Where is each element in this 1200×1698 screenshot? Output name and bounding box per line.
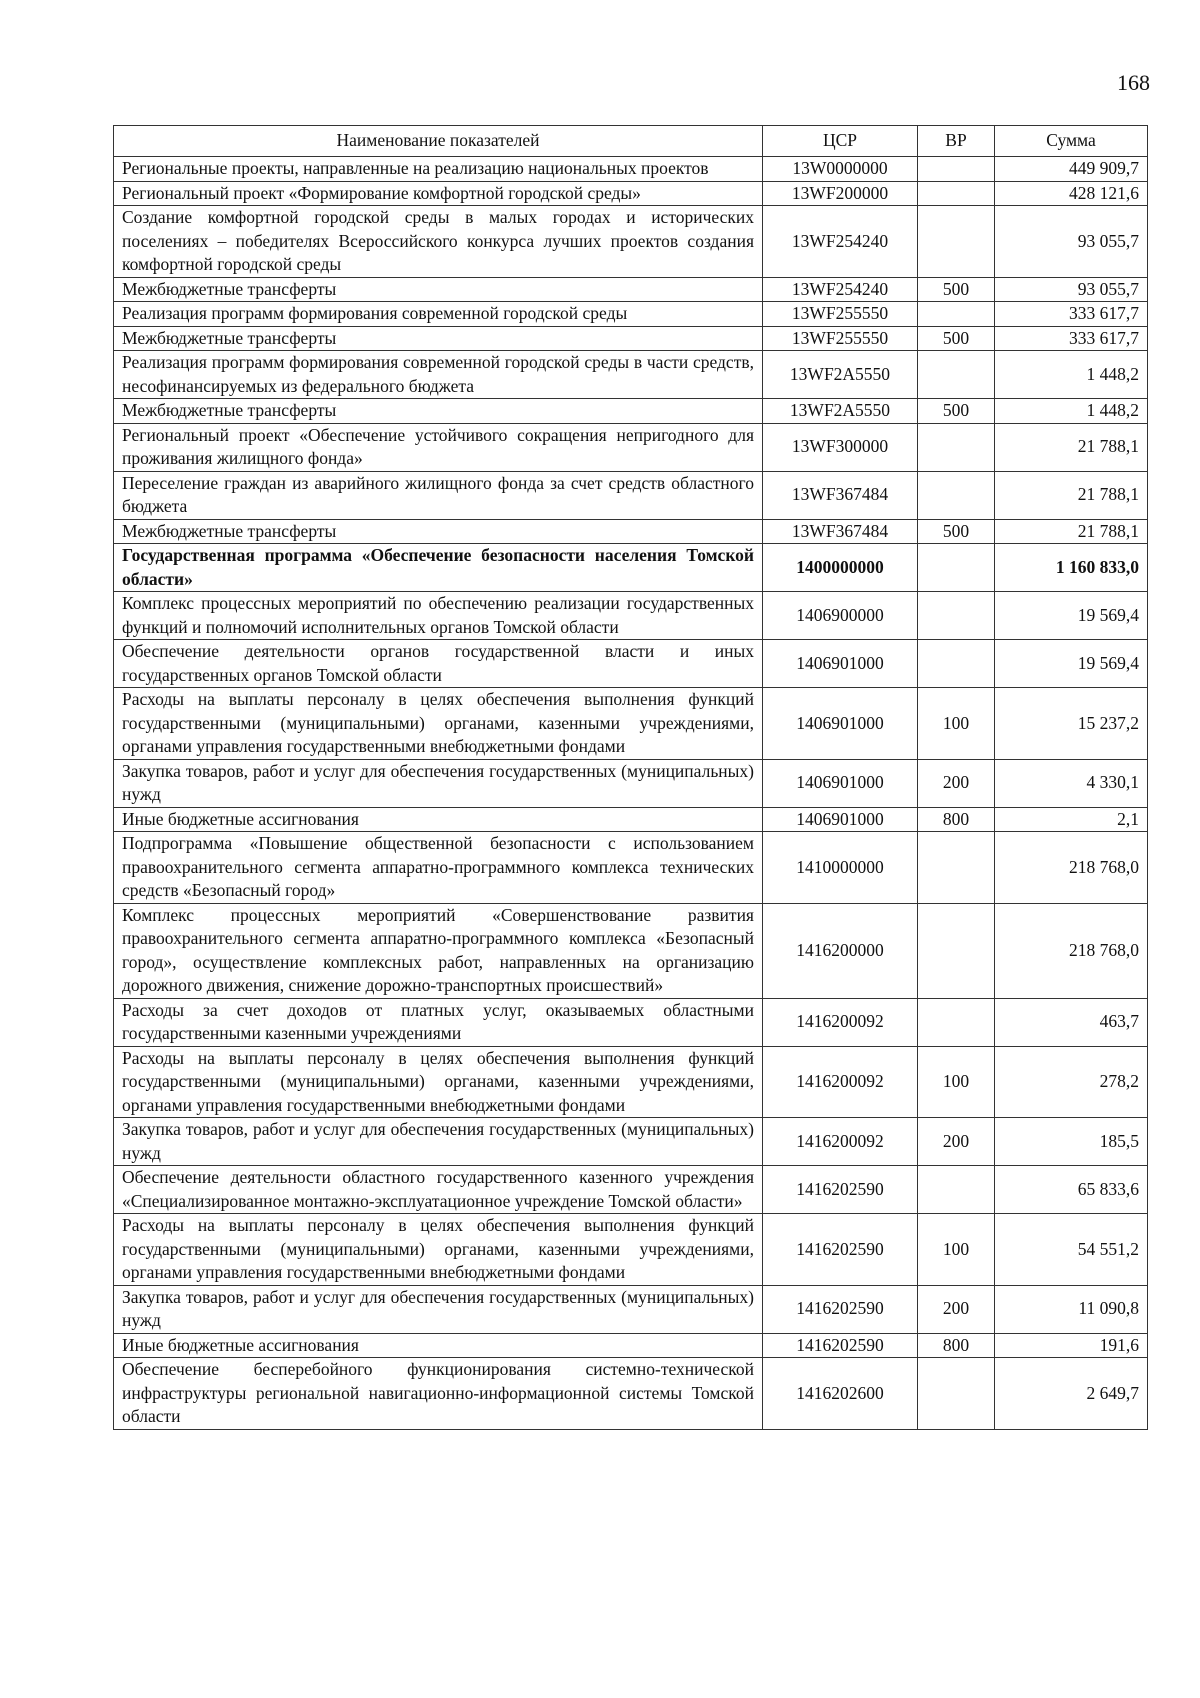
cell-vr [918, 544, 995, 592]
cell-csr: 13WF200000 [763, 181, 918, 206]
cell-csr: 1416202590 [763, 1285, 918, 1333]
cell-vr [918, 471, 995, 519]
cell-csr: 1416200092 [763, 1046, 918, 1118]
cell-csr: 13WF367484 [763, 471, 918, 519]
table-row [114, 807, 1148, 832]
table-row [114, 181, 1148, 206]
cell-csr: 1400000000 [763, 544, 918, 592]
table-row [114, 1333, 1148, 1358]
table-row [114, 399, 1148, 424]
cell-vr: 800 [918, 807, 995, 832]
header-row [114, 126, 1148, 157]
cell-sum: 93 055,7 [995, 206, 1148, 278]
cell-name: Расходы за счет доходов от платных услуг, оказываемых областными государственными казенными учреждениями [114, 998, 763, 1046]
cell-sum: 65 833,6 [995, 1166, 1148, 1214]
cell-name: Закупка товаров, работ и услуг для обеспечения государственных (муниципальных) нужд [114, 1118, 763, 1166]
cell-name: Комплекс процессных мероприятий по обеспечению реализации государственных функций и полномочий исполнительных органов Томской области [114, 592, 763, 640]
table-row [114, 998, 1148, 1046]
budget-table [113, 125, 1148, 1430]
table-row [114, 1214, 1148, 1286]
cell-name: Иные бюджетные ассигнования [114, 807, 763, 832]
cell-csr: 1416200092 [763, 1118, 918, 1166]
cell-name: Региональный проект «Формирование комфортной городской среды» [114, 181, 763, 206]
cell-vr: 200 [918, 759, 995, 807]
cell-name: Обеспечение деятельности органов государственной власти и иных государственных органов Томской области [114, 640, 763, 688]
cell-sum: 1 160 833,0 [995, 544, 1148, 592]
table-row [114, 157, 1148, 182]
cell-csr: 1406901000 [763, 759, 918, 807]
table-row [114, 759, 1148, 807]
cell-csr: 1416200092 [763, 998, 918, 1046]
cell-sum: 218 768,0 [995, 903, 1148, 998]
table-row [114, 326, 1148, 351]
table-row [114, 903, 1148, 998]
cell-name: Расходы на выплаты персоналу в целях обеспечения выполнения функций государственными (муниципальными) органами, казенными учреждениями, органами управления государственными внебюджетными фондами [114, 1046, 763, 1118]
cell-sum: 191,6 [995, 1333, 1148, 1358]
cell-vr: 200 [918, 1118, 995, 1166]
cell-sum: 218 768,0 [995, 832, 1148, 904]
cell-sum: 21 788,1 [995, 471, 1148, 519]
cell-sum: 19 569,4 [995, 592, 1148, 640]
cell-name: Межбюджетные трансферты [114, 399, 763, 424]
cell-name: Межбюджетные трансферты [114, 326, 763, 351]
cell-sum: 54 551,2 [995, 1214, 1148, 1286]
cell-sum: 21 788,1 [995, 423, 1148, 471]
table-row [114, 1285, 1148, 1333]
cell-name: Государственная программа «Обеспечение безопасности населения Томской области» [114, 544, 763, 592]
header-name: Наименование показателей [114, 126, 763, 157]
cell-csr: 13WF2A5550 [763, 399, 918, 424]
cell-vr [918, 206, 995, 278]
cell-csr: 1406900000 [763, 592, 918, 640]
cell-name: Межбюджетные трансферты [114, 277, 763, 302]
cell-csr: 1416200000 [763, 903, 918, 998]
cell-csr: 1416202590 [763, 1333, 918, 1358]
table-row [114, 544, 1148, 592]
table-row [114, 206, 1148, 278]
cell-name: Закупка товаров, работ и услуг для обеспечения государственных (муниципальных) нужд [114, 1285, 763, 1333]
cell-csr: 13W0000000 [763, 157, 918, 182]
table-row [114, 1046, 1148, 1118]
cell-sum: 19 569,4 [995, 640, 1148, 688]
cell-vr [918, 423, 995, 471]
cell-sum: 185,5 [995, 1118, 1148, 1166]
cell-vr: 500 [918, 326, 995, 351]
cell-csr: 13WF254240 [763, 277, 918, 302]
cell-name: Региональный проект «Обеспечение устойчивого сокращения непригодного для проживания жилищного фонда» [114, 423, 763, 471]
cell-name: Комплекс процессных мероприятий «Совершенствование развития правоохранительного сегмента аппаратно-программного комплекса «Безопасный город», осуществление комплексных работ, направленных на организацию дорожного движения, снижение дорожно-транспортных происшествий» [114, 903, 763, 998]
cell-name: Обеспечение бесперебойного функционирования системно-технической инфраструктуры региональной навигационно-информационной системы Томской области [114, 1358, 763, 1430]
table-row [114, 688, 1148, 760]
table-header [114, 126, 1148, 157]
cell-vr [918, 351, 995, 399]
cell-csr: 13WF2A5550 [763, 351, 918, 399]
cell-vr: 500 [918, 277, 995, 302]
cell-name: Региональные проекты, направленные на реализацию национальных проектов [114, 157, 763, 182]
cell-vr [918, 903, 995, 998]
cell-vr [918, 1358, 995, 1430]
cell-csr: 1410000000 [763, 832, 918, 904]
cell-csr: 13WF255550 [763, 326, 918, 351]
cell-name: Межбюджетные трансферты [114, 519, 763, 544]
header-vr: ВР [918, 126, 995, 157]
cell-sum: 21 788,1 [995, 519, 1148, 544]
cell-csr: 13WF255550 [763, 302, 918, 327]
cell-vr [918, 640, 995, 688]
cell-name: Переселение граждан из аварийного жилищного фонда за счет средств областного бюджета [114, 471, 763, 519]
cell-vr [918, 1166, 995, 1214]
cell-sum: 4 330,1 [995, 759, 1148, 807]
table-row [114, 471, 1148, 519]
cell-name: Реализация программ формирования современной городской среды в части средств, несофинансируемых из федерального бюджета [114, 351, 763, 399]
cell-name: Расходы на выплаты персоналу в целях обеспечения выполнения функций государственными (муниципальными) органами, казенными учреждениями, органами управления государственными внебюджетными фондами [114, 1214, 763, 1286]
cell-sum: 93 055,7 [995, 277, 1148, 302]
cell-sum: 11 090,8 [995, 1285, 1148, 1333]
cell-sum: 333 617,7 [995, 326, 1148, 351]
table-row [114, 832, 1148, 904]
cell-name: Обеспечение деятельности областного государственного казенного учреждения «Специализированное монтажно-эксплуатационное учреждение Томской области» [114, 1166, 763, 1214]
cell-name: Подпрограмма «Повышение общественной безопасности с использованием правоохранительного сегмента аппаратно-программного комплекса технических средств «Безопасный город» [114, 832, 763, 904]
cell-csr: 1416202590 [763, 1166, 918, 1214]
cell-vr: 200 [918, 1285, 995, 1333]
cell-csr: 13WF300000 [763, 423, 918, 471]
cell-name: Расходы на выплаты персоналу в целях обеспечения выполнения функций государственными (муниципальными) органами, казенными учреждениями, органами управления государственными внебюджетными фондами [114, 688, 763, 760]
cell-sum: 463,7 [995, 998, 1148, 1046]
table-body [114, 157, 1148, 1430]
table-row [114, 423, 1148, 471]
page-number: 168 [1117, 70, 1150, 95]
cell-csr: 1416202590 [763, 1214, 918, 1286]
cell-csr: 1416202600 [763, 1358, 918, 1430]
cell-vr: 800 [918, 1333, 995, 1358]
cell-sum: 2,1 [995, 807, 1148, 832]
table-row [114, 277, 1148, 302]
cell-name: Реализация программ формирования современной городской среды [114, 302, 763, 327]
cell-vr: 100 [918, 688, 995, 760]
cell-csr: 1406901000 [763, 807, 918, 832]
cell-vr [918, 592, 995, 640]
cell-sum: 15 237,2 [995, 688, 1148, 760]
cell-name: Закупка товаров, работ и услуг для обеспечения государственных (муниципальных) нужд [114, 759, 763, 807]
table-row [114, 592, 1148, 640]
table-row [114, 1118, 1148, 1166]
cell-vr: 500 [918, 399, 995, 424]
cell-sum: 1 448,2 [995, 399, 1148, 424]
table-row [114, 640, 1148, 688]
cell-csr: 13WF367484 [763, 519, 918, 544]
cell-vr: 100 [918, 1046, 995, 1118]
cell-csr: 1406901000 [763, 688, 918, 760]
cell-sum: 428 121,6 [995, 181, 1148, 206]
cell-name: Создание комфортной городской среды в малых городах и исторических поселениях – победителях Всероссийского конкурса лучших проектов создания комфортной городской среды [114, 206, 763, 278]
cell-vr [918, 157, 995, 182]
table-row [114, 351, 1148, 399]
cell-sum: 333 617,7 [995, 302, 1148, 327]
header-csr: ЦСР [763, 126, 918, 157]
cell-sum: 278,2 [995, 1046, 1148, 1118]
cell-vr [918, 832, 995, 904]
cell-csr: 13WF254240 [763, 206, 918, 278]
cell-vr [918, 181, 995, 206]
table-row [114, 1166, 1148, 1214]
table-row [114, 519, 1148, 544]
header-sum: Сумма [995, 126, 1148, 157]
cell-name: Иные бюджетные ассигнования [114, 1333, 763, 1358]
cell-vr [918, 998, 995, 1046]
table-row [114, 1358, 1148, 1430]
cell-vr: 100 [918, 1214, 995, 1286]
cell-vr [918, 302, 995, 327]
table-row [114, 302, 1148, 327]
cell-sum: 2 649,7 [995, 1358, 1148, 1430]
cell-sum: 449 909,7 [995, 157, 1148, 182]
cell-csr: 1406901000 [763, 640, 918, 688]
cell-sum: 1 448,2 [995, 351, 1148, 399]
cell-vr: 500 [918, 519, 995, 544]
